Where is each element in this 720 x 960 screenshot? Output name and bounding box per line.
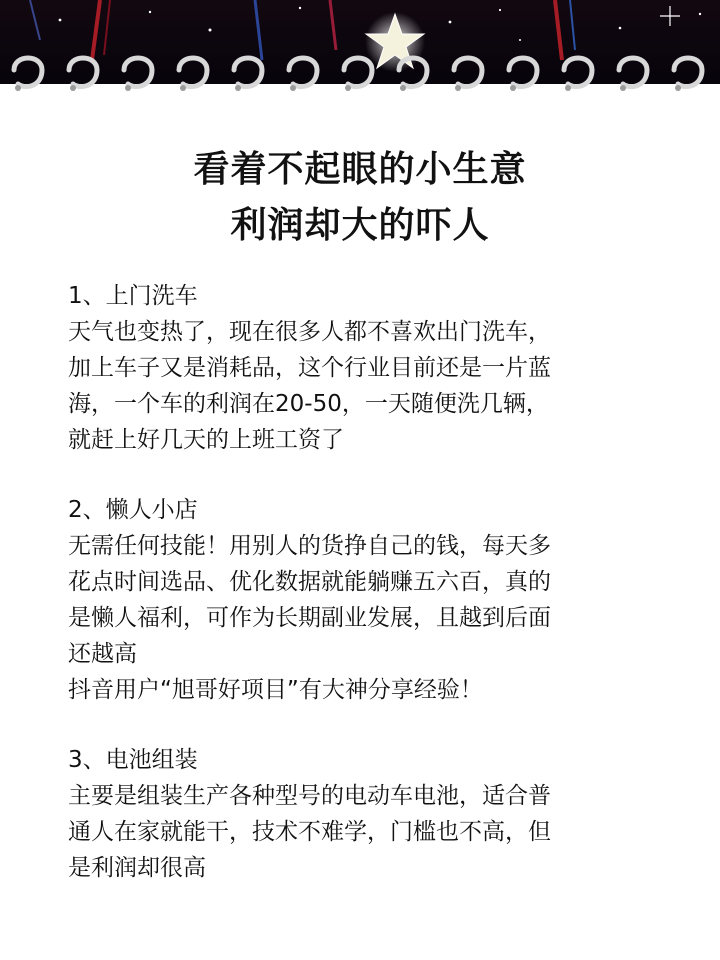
section-line: 天气也变热了，现在很多人都不喜欢出门洗车， xyxy=(68,319,551,345)
section-line: 是懒人福利，可作为长期副业发展，且越到后面 xyxy=(68,605,551,631)
section-heading: 1、上门洗车 xyxy=(68,283,198,309)
binding-hole xyxy=(345,85,351,91)
section-1 xyxy=(68,278,652,458)
section-line: 无需任何技能！用别人的货挣自己的钱，每天多 xyxy=(68,533,551,559)
title-line-2: 利润却大的吓人 xyxy=(230,205,490,246)
sections xyxy=(0,278,720,886)
binding-hole xyxy=(180,85,186,91)
binding-hole xyxy=(290,85,296,91)
binding-hole xyxy=(510,85,516,91)
star-icon xyxy=(365,12,425,72)
section-line: 加上车子又是消耗品，这个行业目前还是一片蓝 xyxy=(68,355,551,381)
binding-hole xyxy=(15,85,21,91)
section-line: 还越高 xyxy=(68,641,137,667)
binding-hole xyxy=(565,85,571,91)
section-line: 主要是组装生产各种型号的电动车电池，适合普 xyxy=(68,783,551,809)
binding-hole xyxy=(70,85,76,91)
binding-hole xyxy=(675,85,681,91)
binding-hole xyxy=(400,85,406,91)
binding-hole xyxy=(125,85,131,91)
section-2 xyxy=(68,492,652,708)
section-heading: 2、懒人小店 xyxy=(68,497,198,523)
starry-banner xyxy=(0,0,720,100)
banner-graphic xyxy=(0,0,720,100)
section-heading: 3、电池组装 xyxy=(68,747,198,773)
section-line: 抖音用户“旭哥好项目”有大神分享经验！ xyxy=(68,677,483,703)
section-line: 是利润却很高 xyxy=(68,855,206,881)
title-line-1: 看着不起眼的小生意 xyxy=(193,149,527,190)
page-title xyxy=(0,142,720,254)
section-line: 就赶上好几天的上班工资了 xyxy=(68,427,344,453)
section-3 xyxy=(68,742,652,886)
section-line: 通人在家就能干，技术不难学，门槛也不高，但 xyxy=(68,819,551,845)
binding-hole xyxy=(455,85,461,91)
article xyxy=(0,130,720,920)
binding-hole xyxy=(235,85,241,91)
binding-hole xyxy=(620,85,626,91)
section-line: 海，一个车的利润在20-50，一天随便洗几辆， xyxy=(68,391,549,417)
section-line: 花点时间选品、优化数据就能躺赚五六百，真的 xyxy=(68,569,551,595)
